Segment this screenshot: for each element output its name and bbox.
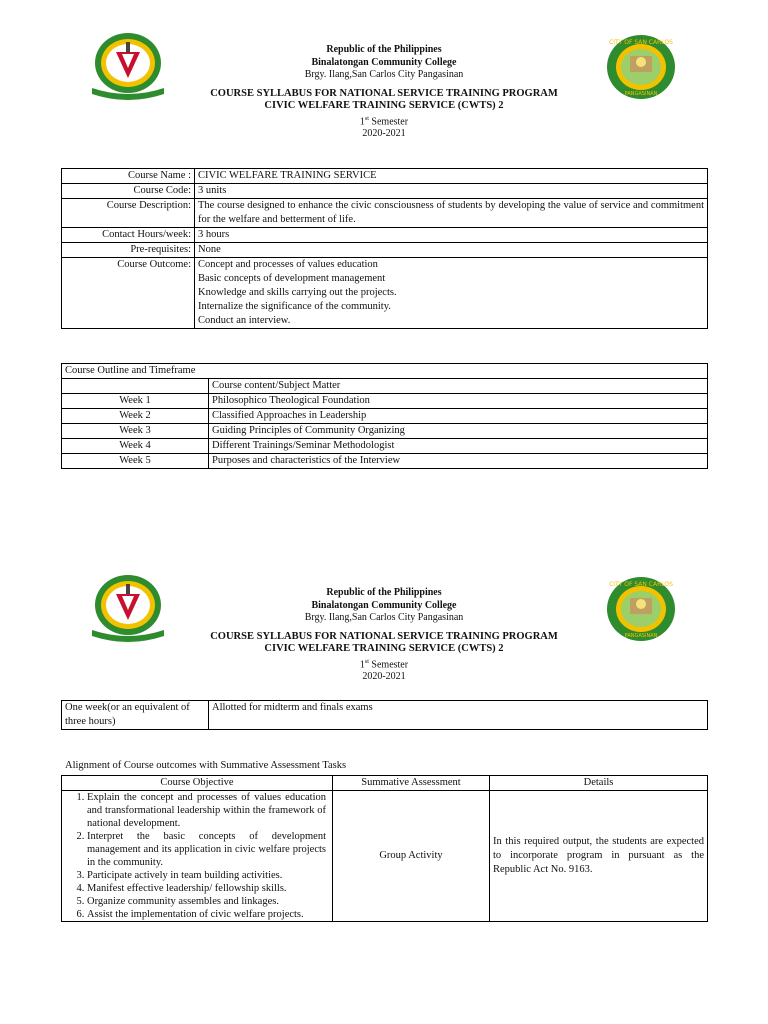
semester: 1st Semester [359,658,409,670]
table-row [62,379,708,394]
info-value: CIVIC WELFARE TRAINING SERVICE [195,169,708,184]
exam-purpose: Allotted for midterm and finals exams [209,701,708,730]
table-row [62,424,708,439]
table-row [62,701,708,730]
list-item: 6. Assist the implementation of civic welfare projects. [87,908,326,921]
week-cell: Week 5 [62,454,209,469]
table-row [62,169,708,184]
list-item: Knowledge and skills carrying out the projects. [198,287,397,298]
header-details: Details [490,776,708,791]
table-row [62,394,708,409]
table-row [62,454,708,469]
syllabus-title: COURSE SYLLABUS FOR NATIONAL SERVICE TRAINING PROGRAM [210,87,558,99]
header-assessment: Summative Assessment [333,776,490,791]
details-cell: In this required output, the students are expected to incorporate program in pursuant as the Republic Act No. 9163. [490,791,708,922]
table-row [62,791,708,922]
table-row [62,199,708,228]
college-name: Binalatongan Community College [311,56,457,68]
header-objective: Course Objective [62,776,333,791]
list-item: 1. Explain the concept and processes of values education and transformational leadership within the framework of national development. [87,791,326,830]
table-row [62,439,708,454]
content-cell: Philosophico Theological Foundation [209,394,708,409]
college-name: Binalatongan Community College [311,599,457,611]
seal-ring-top: CITY OF SAN CARLOS [609,39,673,46]
info-label: Contact Hours/week: [62,228,195,243]
content-cell: Guiding Principles of Community Organizing [209,424,708,439]
table-row [62,776,708,791]
assessment-cell: Group Activity [333,791,490,922]
college-seal-logo [88,30,168,100]
info-label: Pre-requisites: [62,243,195,258]
alignment-table [61,775,708,922]
content-cell: Classified Approaches in Leadership [209,409,708,424]
table-row [62,409,708,424]
info-label: Course Outcome: [62,258,195,329]
syllabus-title: COURSE SYLLABUS FOR NATIONAL SERVICE TRAINING PROGRAM [210,630,558,642]
info-value: The course designed to enhance the civic consciousness of students by developing the value of service and commitment for the welfare and betterment of life. [195,199,708,228]
objectives-cell [62,791,333,922]
info-label: Course Description: [62,199,195,228]
republic-line: Republic of the Philippines [326,587,442,598]
table-row [62,258,708,329]
semester: 1st Semester [359,115,409,127]
objectives-list [65,791,326,921]
week-cell: Week 4 [62,439,209,454]
alignment-title: Alignment of Course outcomes with Summative Assessment Tasks [65,760,347,771]
seal-ring-bottom: PANGASINAN [624,633,658,639]
city-seal-logo [604,34,678,100]
content-cell: Purposes and characteristics of the Interview [209,454,708,469]
table-row [62,243,708,258]
list-item: Basic concepts of development management [198,273,386,284]
list-item: 4. Manifest effective leadership/ fellowship skills. [87,882,326,895]
seal-ring-bottom: PANGASINAN [624,91,658,97]
outline-title: Course Outline and Timeframe [62,364,708,379]
cwts-title: CIVIC WELFARE TRAINING SERVICE (CWTS) 2 [264,643,504,654]
table-row [62,228,708,243]
exam-duration: One week(or an equivalent of three hours) [62,701,209,730]
cwts-title: CIVIC WELFARE TRAINING SERVICE (CWTS) 2 [264,100,504,111]
table-row [62,184,708,199]
week-cell: Week 1 [62,394,209,409]
outline-subheader: Course content/Subject Matter [209,379,708,394]
outcome-list [195,258,708,329]
course-outline-table [61,363,708,469]
city-seal-logo [604,576,678,642]
week-cell: Week 3 [62,424,209,439]
info-value: None [195,243,708,258]
info-value: 3 hours [195,228,708,243]
table-row [62,364,708,379]
college-address: Brgy. Ilang,San Carlos City Pangasinan [304,69,464,80]
info-label: Course Name : [62,169,195,184]
content-cell: Different Trainings/Seminar Methodologist [209,439,708,454]
info-value: 3 units [195,184,708,199]
college-seal-logo [88,572,168,642]
list-item: 2. Interpret the basic concepts of development management and its application in civic welfare projects in the community. [87,830,326,869]
list-item: Concept and processes of values education [198,259,378,270]
republic-line: Republic of the Philippines [326,44,442,55]
school-year: 2020-2021 [362,128,406,140]
list-item: Conduct an interview. [198,315,291,326]
list-item: Internalize the significance of the community. [198,301,391,312]
college-address: Brgy. Ilang,San Carlos City Pangasinan [304,612,464,623]
seal-ring-top: CITY OF SAN CARLOS [609,581,673,588]
info-label: Course Code: [62,184,195,199]
list-item: 5. Organize community assembles and linkages. [87,895,326,908]
exam-allotment-table [61,700,708,730]
school-year: 2020-2021 [362,671,406,683]
course-info-table [61,168,708,329]
list-item: 3. Participate actively in team building activities. [87,869,326,882]
week-cell: Week 2 [62,409,209,424]
